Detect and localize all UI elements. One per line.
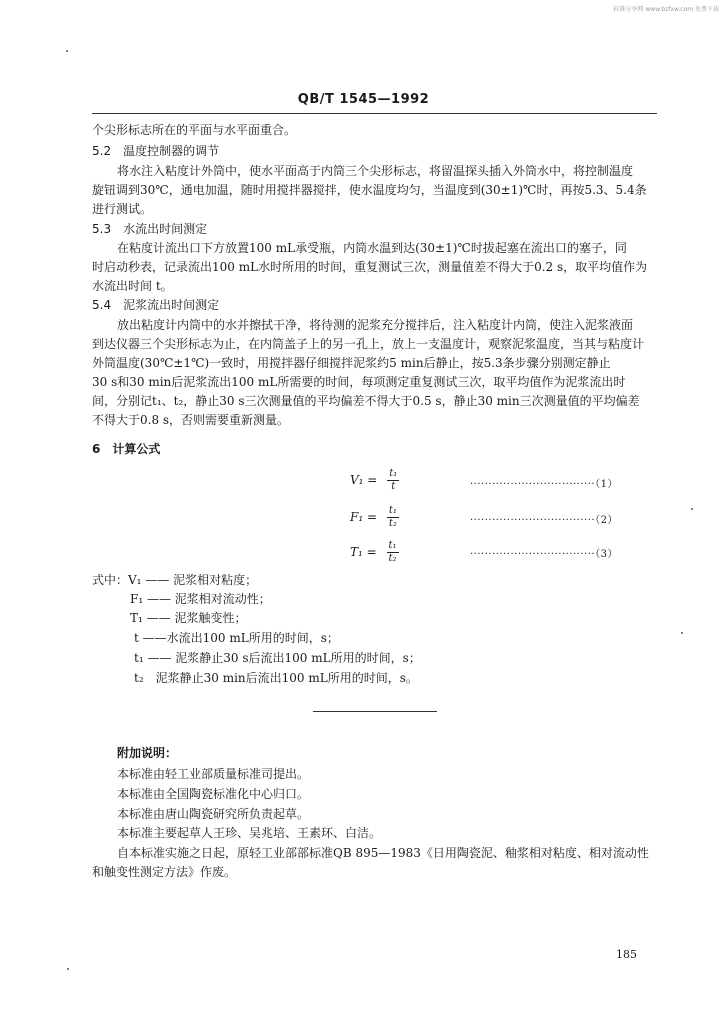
appendix-line: 和触变性测定方法》作废。 bbox=[92, 865, 237, 879]
where-line: t₁ —— 泥浆静止30 s后流出100 mL所用的时间，s； bbox=[134, 651, 421, 665]
appendix-line: 本标准主要起草人王珍、吴兆培、王素环、白洁。 bbox=[117, 826, 382, 840]
formula-leader: ··································（2） bbox=[470, 515, 618, 526]
scan-speck bbox=[691, 508, 693, 510]
text-line: 进行测试。 bbox=[92, 202, 153, 216]
section-heading-5-4: 5.4 泥浆流出时间测定 bbox=[92, 298, 220, 312]
text-line: 不得大于0.8 s，否则需要重新测量。 bbox=[92, 413, 290, 427]
formula-2 bbox=[350, 505, 399, 530]
scan-speck bbox=[67, 968, 69, 970]
text-line: 30 s和30 min后泥浆流出100 mL所需要的时间，每项测定重复测试三次，取平均值作为泥浆流出时 bbox=[92, 375, 626, 389]
scan-speck bbox=[681, 632, 683, 634]
text-line: 个尖形标志所在的平面与水平面重合。 bbox=[92, 123, 297, 137]
fraction bbox=[387, 468, 399, 493]
fraction-numerator: t₁ bbox=[389, 468, 398, 479]
fraction-numerator: t₁ bbox=[388, 540, 397, 551]
where-line: 式中：V₁ —— 泥浆相对粘度； bbox=[92, 573, 258, 587]
fraction-denominator: t bbox=[391, 481, 396, 492]
where-line: t ——水流出100 mL所用的时间，s； bbox=[134, 631, 339, 645]
text-line: 水流出时间 t。 bbox=[92, 279, 173, 293]
formula-leader: ··································（1） bbox=[470, 479, 618, 490]
appendix-line: 本标准由唐山陶瓷研究所负责起草。 bbox=[117, 807, 310, 821]
text-line: 将水注入粘度计外筒中，使水平面高于内筒三个尖形标志，将留温探头插入外筒水中，将控制温度 bbox=[117, 164, 634, 178]
formula-lhs: F₁ = bbox=[350, 510, 378, 524]
page-number: 185 bbox=[616, 948, 637, 961]
equation-number: （3） bbox=[595, 549, 618, 560]
separator-rule bbox=[313, 711, 437, 712]
page-header: QB/T 1545—1992 bbox=[297, 92, 430, 107]
text-line: 间，分别记t₁、t₂，静止30 s三次测量值的平均偏差不得大于0.5 s，静止30 min三次测量值的平均偏差 bbox=[92, 394, 640, 408]
fraction bbox=[387, 540, 399, 565]
appendix-title: 附加说明： bbox=[117, 746, 178, 760]
text-line: 放出粘度计内筒中的水并擦拭干净，将待测的泥浆充分搅拌后，注入粘度计内筒，使注入泥浆液面 bbox=[117, 318, 634, 332]
section-heading-6: 6 计算公式 bbox=[92, 442, 161, 456]
appendix-line: 本标准由轻工业部质量标准司提出。 bbox=[117, 767, 310, 781]
header-rule bbox=[92, 113, 657, 114]
appendix-line: 自本标准实施之日起，原轻工业部部标准QB 895—1983《日用陶瓷泥、釉浆相对粘度、相对流动性 bbox=[117, 846, 649, 860]
where-line: t₂ 泥浆静止30 min后流出100 mL所用的时间，s。 bbox=[134, 671, 418, 685]
scan-speck bbox=[66, 50, 68, 52]
watermark-text: 标准分享网 www.bzfxw.com 免费下载 bbox=[613, 6, 719, 13]
text-line: 时启动秒表，记录流出100 mL水时所用的时间，重复测试三次，测量值差不得大于0.2 s，取平均值作为 bbox=[92, 260, 648, 274]
formula-lhs: V₁ = bbox=[350, 473, 378, 487]
where-line: T₁ —— 泥浆触变性； bbox=[130, 611, 247, 625]
fraction-numerator: t₁ bbox=[388, 505, 397, 516]
section-heading-5-3: 5.3 水流出时间测定 bbox=[92, 222, 208, 236]
fraction-denominator: t₂ bbox=[388, 518, 397, 529]
fraction bbox=[387, 505, 399, 530]
formula-1 bbox=[350, 468, 399, 493]
fraction-denominator: t₂ bbox=[388, 553, 397, 564]
formula-3 bbox=[350, 540, 399, 565]
text-line: 外筒温度(30℃±1℃)一致时，用搅拌器仔细搅拌泥浆约5 min后静止，按5.3条步骤分别测定静止 bbox=[92, 356, 611, 370]
formula-lhs: T₁ = bbox=[350, 545, 377, 559]
formula-leader: ··································（3） bbox=[470, 549, 618, 560]
text-line: 在粘度计流出口下方放置100 mL承受瓶，内筒水温到达(30±1)℃时拔起塞在流出口的塞子，同 bbox=[117, 241, 627, 255]
appendix-line: 本标准由全国陶瓷标准化中心归口。 bbox=[117, 787, 310, 801]
text-line: 到达仪器三个尖形标志为止，在内筒盖子上的另一孔上，放上一支温度计，观察泥浆温度，当其与粘度计 bbox=[92, 337, 645, 351]
section-heading-5-2: 5.2 温度控制器的调节 bbox=[92, 144, 220, 158]
where-line: F₁ —— 泥浆相对流动性； bbox=[130, 592, 271, 606]
text-line: 旋钮调到30℃，通电加温，随时用搅拌器搅拌，使水温度均匀，当温度到(30±1)℃时，再按5.3、5.4条 bbox=[92, 183, 647, 197]
equation-number: （2） bbox=[595, 515, 618, 526]
equation-number: （1） bbox=[595, 479, 618, 490]
